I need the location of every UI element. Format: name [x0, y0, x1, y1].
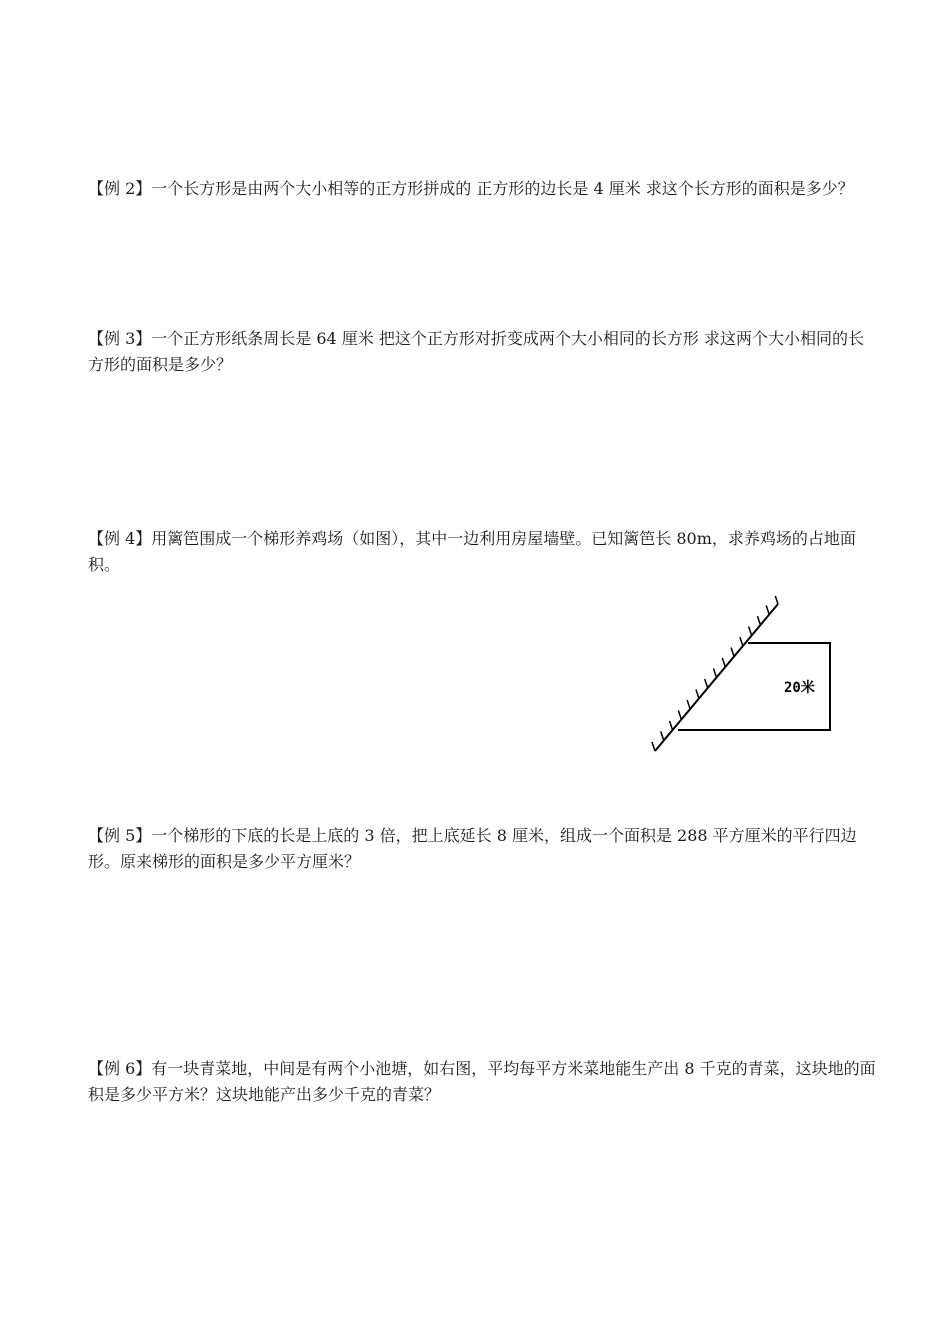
- problem-example-4: 【例 4】用篱笆围成一个梯形养鸡场（如图），其中一边利用房屋墙壁。已知篱笆长 80m，求养鸡场的占地面积。: [88, 529, 856, 574]
- hatch-mark: [705, 679, 708, 688]
- height-label: 20米: [784, 680, 815, 696]
- hatch-mark: [757, 616, 760, 625]
- hatch-mark: [722, 658, 725, 667]
- hatch-mark: [652, 742, 655, 751]
- trapezoid-chicken-coop-figure: [650, 596, 840, 761]
- problem-example-6: 【例 6】有一块青菜地，中间是有两个小池塘，如右图，平均每平方米菜地能生产出 8 千克的青菜，这块地的面积是多少平方米？这块地能产出多少千克的青菜？: [88, 1059, 876, 1104]
- hatch-mark: [696, 690, 699, 699]
- hatch-mark: [766, 606, 769, 615]
- hatch-mark: [670, 721, 673, 730]
- hatch-mark: [661, 732, 664, 741]
- hatch-mark: [740, 637, 743, 646]
- hatch-mark: [714, 669, 717, 678]
- wall-hatch-marks: [652, 596, 778, 751]
- hatch-mark: [749, 627, 752, 636]
- problem-example-5: 【例 5】一个梯形的下底的长是上底的 3 倍，把上底延长 8 厘米，组成一个面积是 288 平方厘米的平行四边形。原来梯形的面积是多少平方厘米？: [88, 826, 857, 871]
- hatch-mark: [678, 711, 681, 720]
- hatch-mark: [687, 700, 690, 709]
- hatch-mark: [775, 596, 778, 604]
- problem-example-2: 【例 2】一个长方形是由两个大小相等的正方形拼成的 正方形的边长是 4 厘米 求这个长方形的面积是多少？: [88, 179, 854, 198]
- trapezoid-diagram: [650, 596, 840, 761]
- hatch-mark: [731, 648, 734, 657]
- problem-example-3: 【例 3】一个正方形纸条周长是 64 厘米 把这个正方形对折变成两个大小相同的长方形 求这两个大小相同的长方形的面积是多少？: [88, 329, 864, 374]
